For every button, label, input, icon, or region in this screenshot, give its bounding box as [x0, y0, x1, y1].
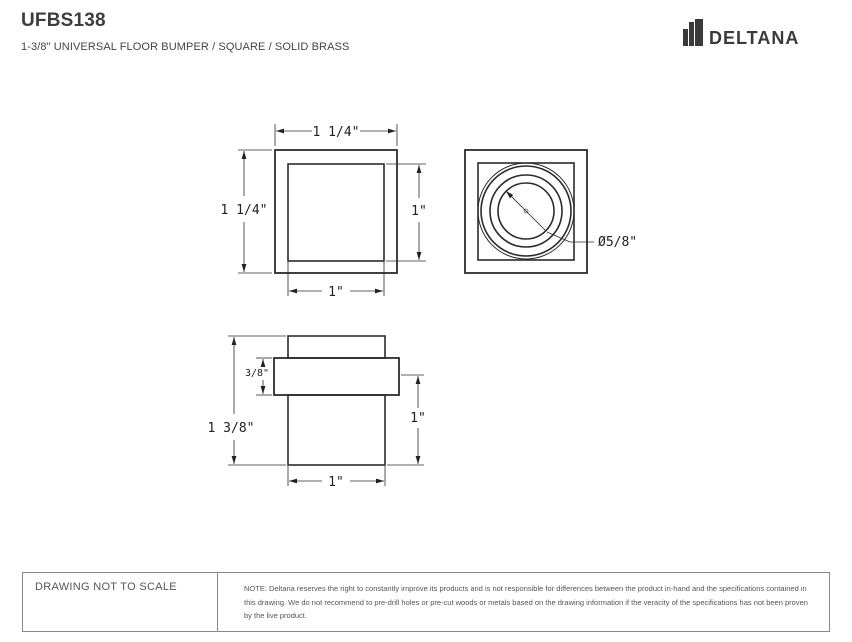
top-view [465, 150, 594, 273]
side-body [288, 395, 385, 465]
collar-height-label: 3/8" [244, 368, 270, 379]
product-description: 1-3/8" UNIVERSAL FLOOR BUMPER / SQUARE / SOLID BRASS [21, 41, 350, 53]
bumper-diameter-label: Ø5/8" [598, 235, 638, 250]
side-collar [274, 358, 399, 395]
front-outer-square [275, 150, 397, 273]
disclaimer-note: NOTE: Deltana reserves the right to constantly improve its products and is not responsible for differences between the product in-hand and the specifications contained in this drawing. We do not recommend to pre-drill holes or pre-cut woods or metals based on the drawing information if the veracity of the specifications has not been proven by the live product. [244, 584, 808, 620]
front-inner-square [288, 164, 384, 261]
side-total-height-label: 1 3/8" [207, 421, 255, 436]
front-height-label: 1 1/4" [220, 203, 268, 218]
scale-note: DRAWING NOT TO SCALE [23, 573, 218, 631]
model-number: UFBS138 [21, 10, 106, 31]
brand-name: DELTANA [709, 28, 800, 48]
side-body-height-label: 1" [410, 411, 426, 426]
front-inner-width-label: 1" [328, 285, 344, 300]
front-inner-height-label: 1" [411, 204, 427, 219]
footer-box [22, 572, 830, 632]
side-cap [288, 336, 385, 358]
side-width-label: 1" [328, 475, 344, 490]
side-view [228, 336, 424, 486]
front-width-label: 1 1/4" [312, 125, 360, 140]
